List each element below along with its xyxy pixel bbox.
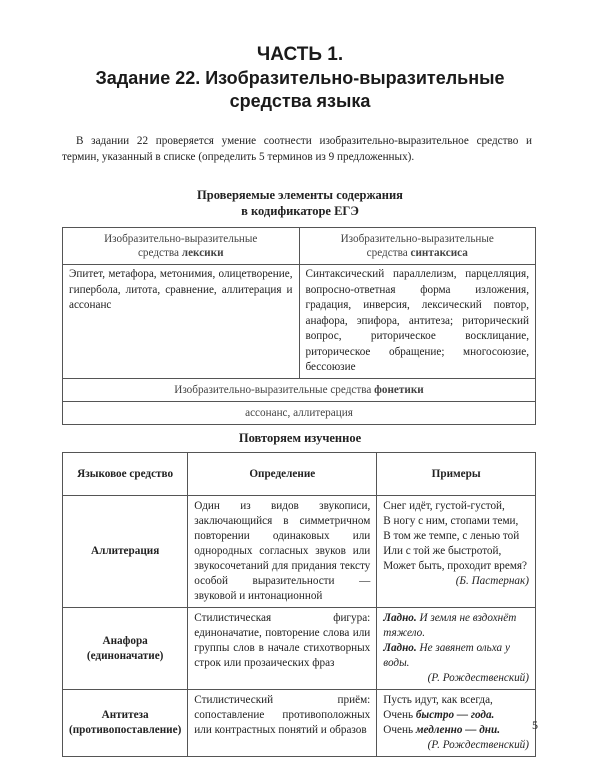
example-line bbox=[383, 641, 529, 671]
term-alliteration: Аллитерация bbox=[63, 496, 188, 608]
col-lexis-header-prefix: Изобразительно-выразительные bbox=[104, 233, 258, 245]
definition-alliteration: Один из видов звукописи, заключающийся в симметричном повторении одинаковых или однородных согласных звуков или звукосочетаний для придания тексту особой выразительности — звуковой и интонационной bbox=[188, 496, 377, 608]
col-syntax-body: Синтаксический параллелизм, парцелляция, вопросно-ответная форма изложения, градация, инверсия, лексический повтор, анафора, эпифора, антитеза; риторический вопрос, риторическое восклицание, риторическое обращение; многосоюзие, бессоюзие bbox=[299, 265, 536, 379]
definition-anaphora: Стилистическая фигура: единоначатие, повторение слова или группы слов в начале стихотворных строк или прозаических фраз bbox=[188, 608, 377, 690]
term-antithesis: Антитеза (противопоставление) bbox=[63, 690, 188, 757]
table-row bbox=[63, 690, 536, 757]
codifier-table bbox=[62, 227, 536, 425]
example-text: Не завянет ольха у воды. bbox=[383, 642, 510, 669]
antithesis-word: быстро — года. bbox=[415, 709, 495, 721]
example-line: Или с той же быстротой, bbox=[383, 545, 502, 557]
codifier-header-row bbox=[63, 228, 536, 265]
codifier-body-row bbox=[63, 265, 536, 379]
phonetics-header bbox=[63, 378, 536, 401]
example-source: (Р. Рождественский) bbox=[427, 739, 529, 751]
header-examples: Примеры bbox=[377, 453, 536, 496]
example-source: (Р. Рождественский) bbox=[427, 672, 529, 684]
antithesis-word: медленно — дни. bbox=[415, 724, 501, 736]
example-line: В том же темпе, с ленью той bbox=[383, 530, 520, 542]
col-lexis-body: Эпитет, метафора, метонимия, олицетворение, гипербола, литота, сравнение, аллитерация и ассонанс bbox=[63, 265, 300, 379]
phonetics-body: ассонанс, аллитерация bbox=[63, 401, 536, 424]
term-anaphora: Анафора (единоначатие) bbox=[63, 608, 188, 690]
intro-paragraph: В задании 22 проверяется умение соотнести изобразительно-выразительное средство и термин, указанный в списке (определить 5 терминов из 9 предложенных). bbox=[62, 135, 532, 163]
example-line: Снег идёт, густой-густой, bbox=[383, 500, 505, 512]
example-text: Очень bbox=[383, 724, 416, 736]
col-syntax-header-prefix: Изобразительно-выразительные bbox=[340, 233, 494, 245]
header-device: Языковое средство bbox=[63, 453, 188, 496]
review-header-row bbox=[63, 453, 536, 496]
table-row bbox=[63, 496, 536, 608]
example-line: Может быть, проходит время? bbox=[383, 560, 528, 572]
example-line bbox=[383, 723, 529, 738]
task-title-line2: средства языка bbox=[229, 91, 371, 111]
example-text: Очень bbox=[383, 709, 416, 721]
examples-alliteration bbox=[377, 496, 536, 608]
phonetics-header-bold: фонетики bbox=[374, 383, 424, 396]
example-line bbox=[383, 708, 529, 723]
example-text: И земля не вздохнёт тяжело. bbox=[383, 612, 517, 639]
col-syntax-header-bold: синтаксиса bbox=[410, 247, 468, 259]
page-number: 5 bbox=[532, 718, 538, 732]
example-line bbox=[383, 611, 529, 641]
codifier-title bbox=[0, 187, 600, 219]
example-line: Пусть идут, как всегда, bbox=[383, 694, 493, 706]
example-source: (Б. Пастернак) bbox=[455, 575, 529, 587]
table-row bbox=[63, 608, 536, 690]
examples-anaphora bbox=[377, 608, 536, 690]
examples-antithesis bbox=[377, 690, 536, 757]
review-title: Повторяем изученное bbox=[238, 431, 362, 445]
review-table bbox=[62, 452, 536, 757]
col-syntax-header bbox=[299, 228, 536, 265]
anaphora-word: Ладно. bbox=[383, 612, 417, 624]
codifier-title-line2: в кодификаторе ЕГЭ bbox=[241, 204, 359, 218]
anaphora-word: Ладно. bbox=[383, 642, 417, 654]
col-lexis-header-plain: средства bbox=[137, 247, 182, 259]
codifier-title-line1: Проверяемые элементы содержания bbox=[197, 188, 403, 202]
phonetics-body-row bbox=[63, 401, 536, 424]
col-lexis-header-bold: лексики bbox=[181, 247, 224, 259]
definition-antithesis: Стилистический приём: сопоставление противоположных или контрастных понятий и образов bbox=[188, 690, 377, 757]
example-line: В ногу с ним, стопами теми, bbox=[383, 515, 519, 527]
part-title: ЧАСТЬ 1. bbox=[256, 44, 344, 65]
col-syntax-header-plain: средства bbox=[366, 247, 411, 259]
phonetics-header-row bbox=[63, 378, 536, 401]
header-definition: Определение bbox=[188, 453, 377, 496]
phonetics-header-plain: Изобразительно-выразительные средства bbox=[174, 383, 375, 396]
col-lexis-header bbox=[63, 228, 300, 265]
task-title-line1: Задание 22. Изобразительно-выразительные bbox=[95, 68, 505, 88]
